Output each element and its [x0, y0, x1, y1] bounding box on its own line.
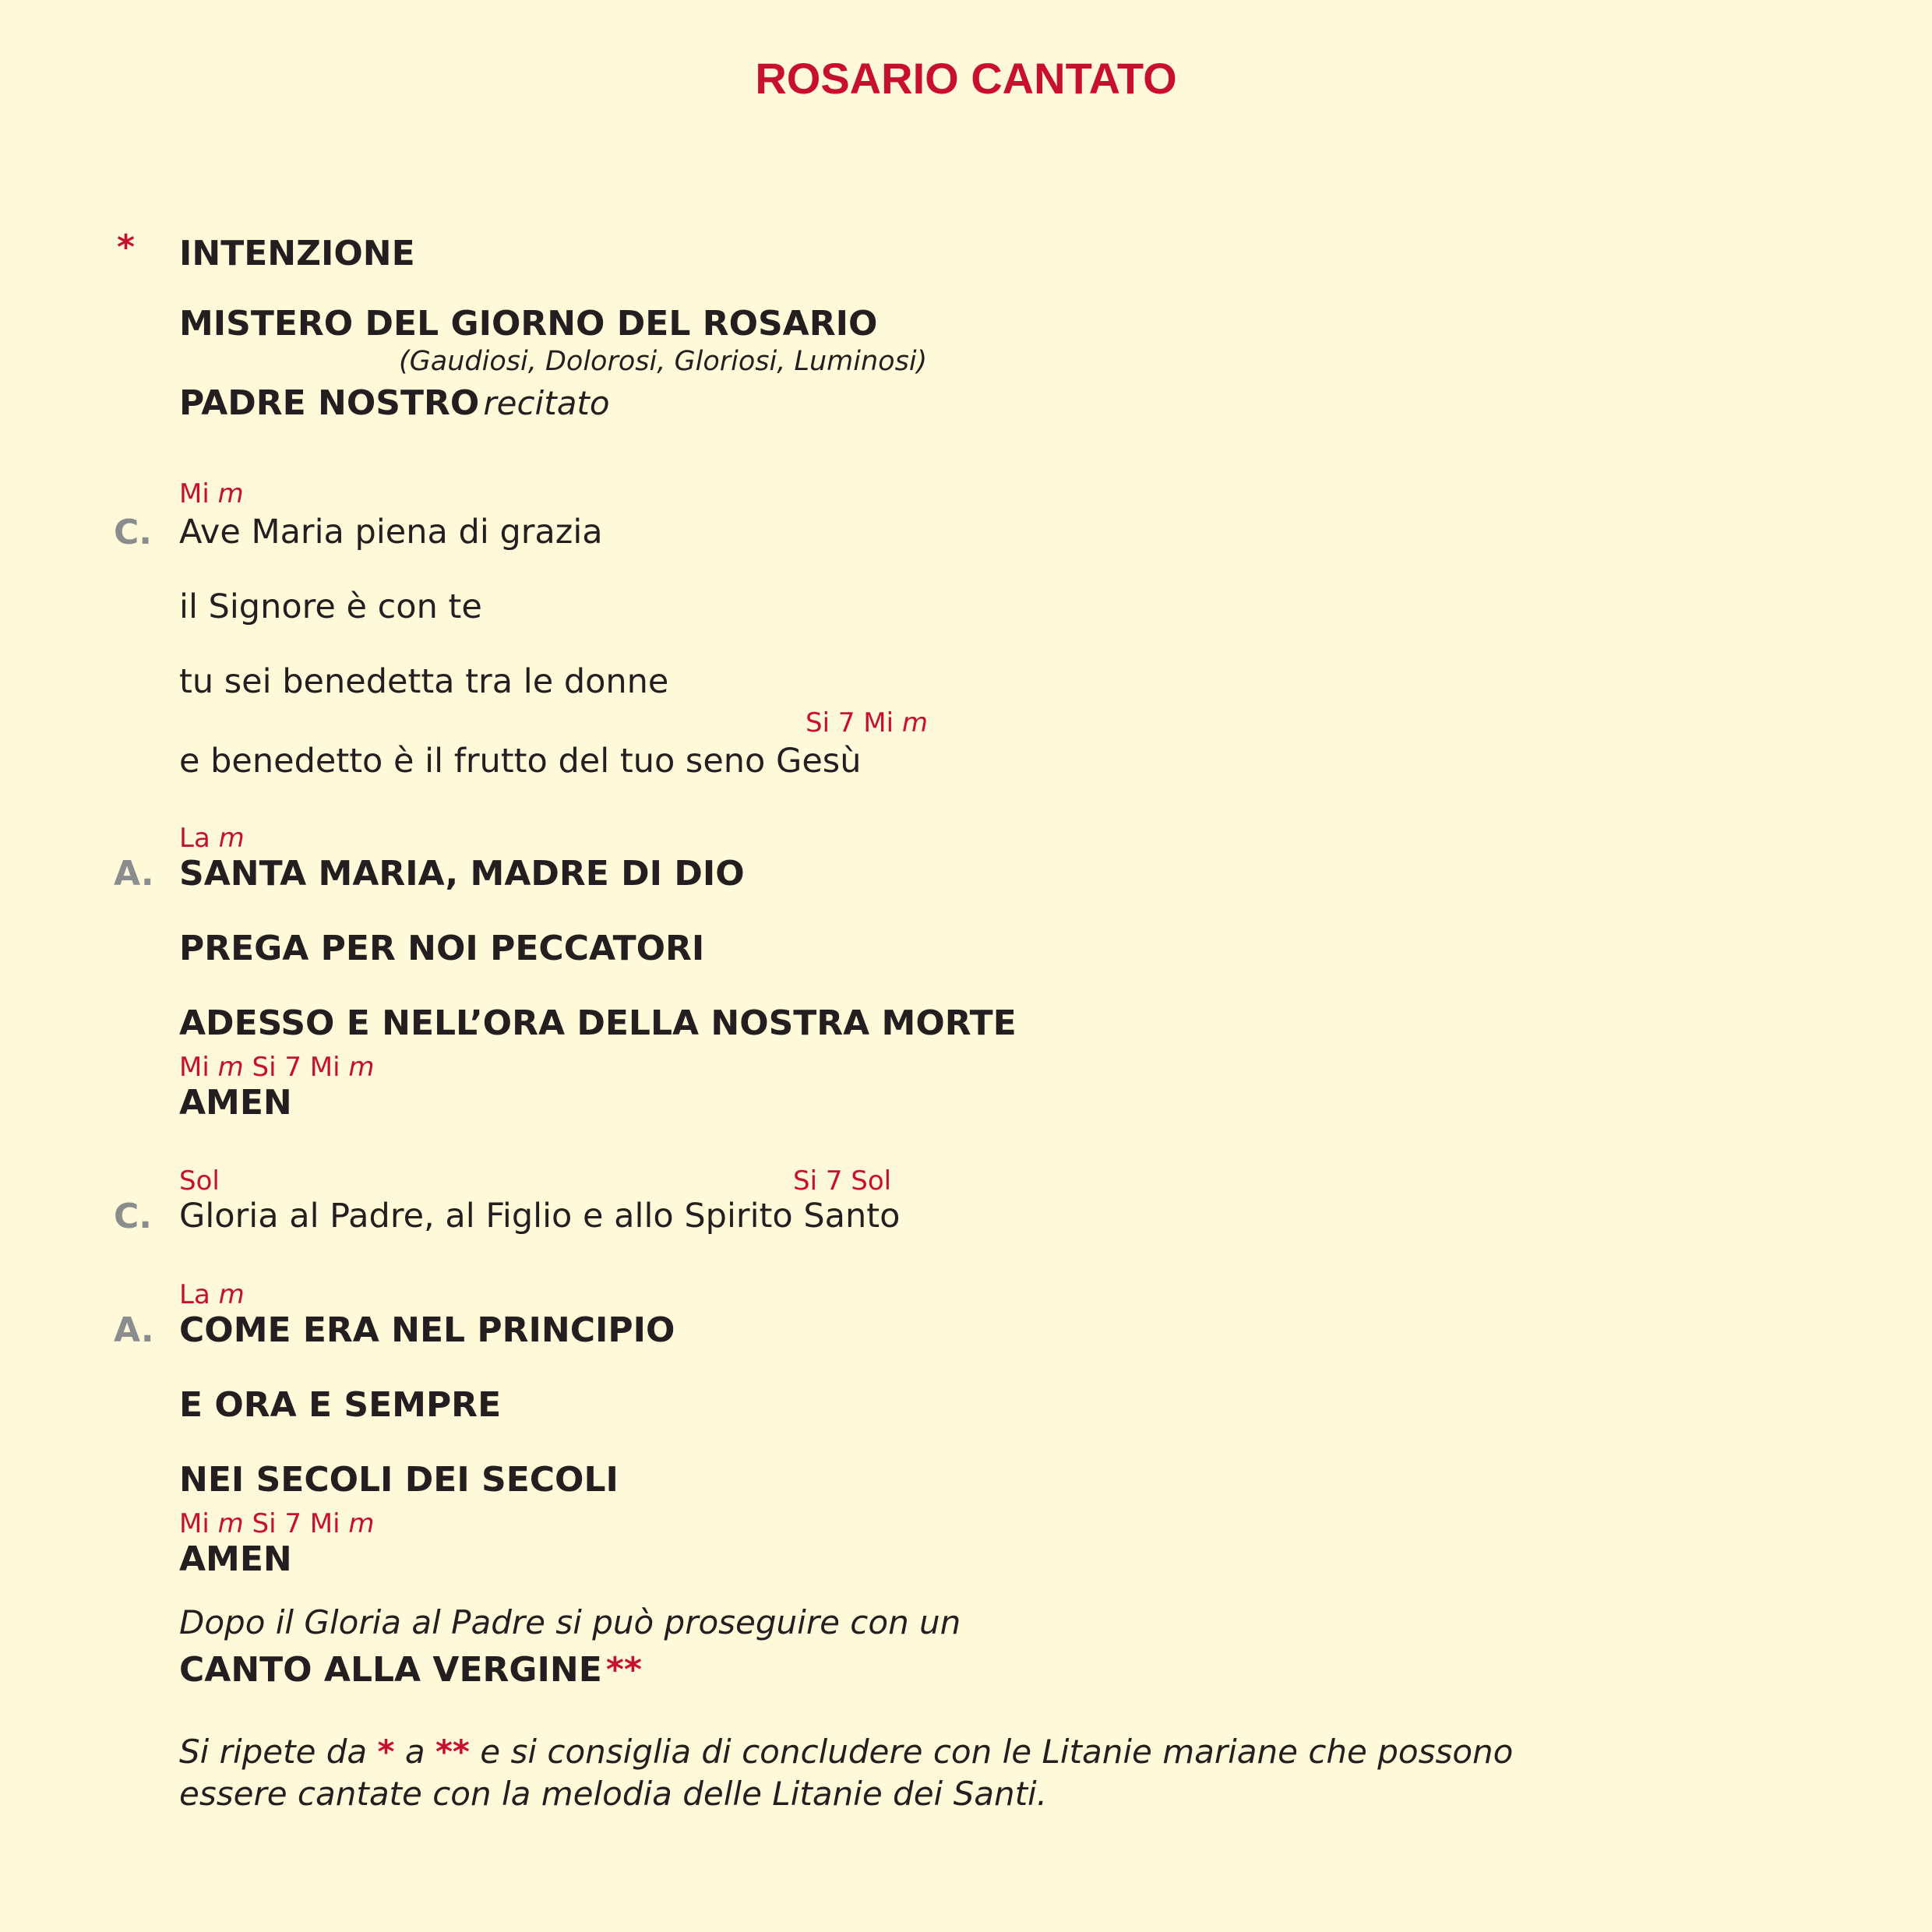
- chord-amen: [179, 1508, 375, 1539]
- ave-line-1: Ave Maria piena di grazia: [179, 513, 603, 552]
- chord-la-m: [179, 1279, 245, 1310]
- chord-text: Si 7 Mi: [806, 707, 894, 739]
- closing-note-2: [179, 1733, 1513, 1771]
- mistero-heading: MISTERO DEL GIORNO DEL ROSARIO: [179, 304, 878, 344]
- chord-text: Si 7 Mi: [252, 1508, 340, 1539]
- chord-si7-mi-m: [806, 707, 928, 739]
- chord-sol: Sol: [179, 1165, 220, 1197]
- gloria-line-1: Gloria al Padre, al Figlio e allo Spirito Santo: [179, 1197, 901, 1236]
- come-line-2: E ORA E SEMPRE: [179, 1385, 502, 1425]
- role-assembly: A.: [114, 854, 154, 894]
- note-text: e si consiglia di concludere con le Litanie mariane che possono: [480, 1733, 1514, 1771]
- padre-nostro-heading: PADRE NOSTRO: [179, 383, 480, 423]
- canto-heading: CANTO ALLA VERGINE: [179, 1650, 602, 1690]
- closing-note-1: Dopo il Gloria al Padre si può proseguire con un: [179, 1603, 961, 1641]
- chord-root: Mi: [179, 478, 210, 509]
- chord-mod: m: [217, 478, 244, 509]
- double-star-marker: **: [435, 1733, 470, 1771]
- chord-root: La: [179, 823, 210, 854]
- padre-nostro-line: [179, 383, 610, 423]
- note-text: Si ripete da: [179, 1733, 368, 1771]
- star-marker: *: [377, 1733, 395, 1771]
- role-celebrant: C.: [114, 1197, 153, 1236]
- chord-mod: m: [348, 1508, 375, 1539]
- chord-amen: [179, 1052, 375, 1083]
- amen-1: AMEN: [179, 1083, 292, 1123]
- ave-line-3: tu sei benedetta tra le donne: [179, 662, 669, 701]
- role-assembly: A.: [114, 1310, 154, 1350]
- double-star-marker: **: [605, 1650, 642, 1690]
- santa-line-3: ADESSO E NELL’ORA DELLA NOSTRA MORTE: [179, 1003, 1017, 1043]
- chord-root: La: [179, 1279, 210, 1310]
- chord-text: Mi: [179, 1052, 210, 1083]
- chord-mod: m: [901, 707, 928, 739]
- padre-nostro-note: recitato: [483, 384, 610, 422]
- santa-line-1: SANTA MARIA, MADRE DI DIO: [179, 854, 745, 894]
- star-marker: *: [117, 227, 136, 267]
- chord-si7-sol: Si 7 Sol: [793, 1165, 892, 1197]
- canto-line: [179, 1650, 642, 1690]
- note-text: a: [404, 1733, 425, 1771]
- santa-line-2: PREGA PER NOI PECCATORI: [179, 929, 705, 968]
- ave-line-2: il Signore è con te: [179, 587, 482, 626]
- chord-mod: m: [218, 1279, 245, 1310]
- mistero-subtitle: (Gaudiosi, Dolorosi, Gloriosi, Luminosi): [399, 346, 928, 377]
- chord-mod: m: [348, 1052, 375, 1083]
- page-title: ROSARIO CANTATO: [755, 54, 1177, 103]
- role-celebrant: C.: [114, 513, 153, 552]
- amen-2: AMEN: [179, 1539, 292, 1579]
- chord-text: Mi: [179, 1508, 210, 1539]
- chord-la-m: [179, 823, 245, 854]
- intenzione-heading: INTENZIONE: [179, 234, 415, 273]
- chord-mi-m: [179, 478, 244, 509]
- chord-mod: m: [217, 1052, 244, 1083]
- come-line-3: NEI SECOLI DEI SECOLI: [179, 1460, 619, 1500]
- closing-note-3: essere cantate con la melodia delle Litanie dei Santi.: [179, 1775, 1048, 1813]
- chord-mod: m: [218, 823, 245, 854]
- chord-text: Si 7 Mi: [252, 1052, 340, 1083]
- chord-mod: m: [217, 1508, 244, 1539]
- ave-line-4: e benedetto è il frutto del tuo seno Gesù: [179, 742, 862, 781]
- come-line-1: COME ERA NEL PRINCIPIO: [179, 1310, 675, 1350]
